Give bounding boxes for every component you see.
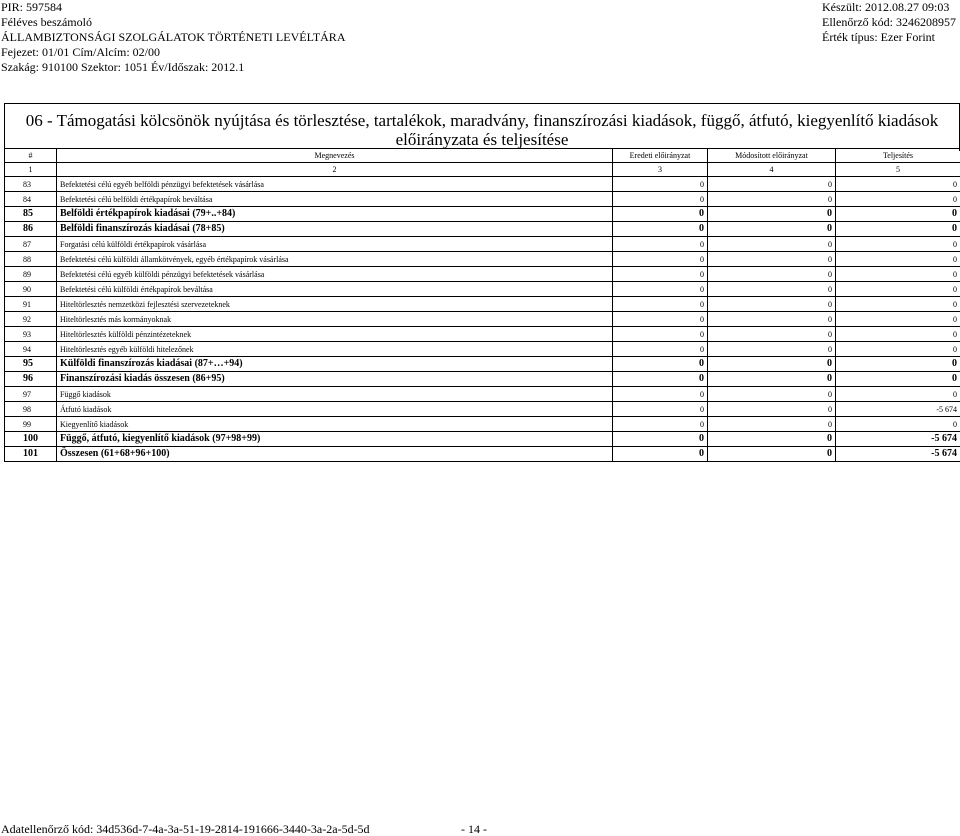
row-fulfilment-cell: 0: [836, 192, 960, 207]
header-left: [1, 0, 345, 75]
row-name-cell: Finanszírozási kiadás összesen (86+95): [57, 372, 613, 387]
row-fulfilment-cell: 0: [836, 237, 960, 252]
col-header-original: Eredeti előirányzat: [613, 149, 708, 163]
row-fulfilment-cell: 0: [836, 207, 960, 222]
row-name-cell: Forgatási célú külföldi értékpapírok vásárlása: [57, 237, 613, 252]
row-modified-cell: 0: [708, 177, 836, 192]
row-number-cell: 83: [5, 177, 57, 192]
table-row: [5, 342, 960, 357]
row-number-cell: 87: [5, 237, 57, 252]
row-number-cell: 93: [5, 327, 57, 342]
table-row: [5, 267, 960, 282]
row-fulfilment-cell: 0: [836, 282, 960, 297]
col-number-3: 3: [613, 163, 708, 177]
header-pir: PIR: 597584: [1, 0, 63, 14]
row-original-cell: 0: [613, 177, 708, 192]
row-name-cell: Hiteltörlesztés nemzetközi fejlesztési szervezeteknek: [57, 297, 613, 312]
row-modified-cell: 0: [708, 297, 836, 312]
header-created: Készült: 2012.08.27 09:03: [822, 0, 950, 14]
col-header-name: Megnevezés: [57, 149, 613, 163]
row-number-cell: 91: [5, 297, 57, 312]
row-modified-cell: 0: [708, 402, 836, 417]
col-number-1: 1: [5, 163, 57, 177]
row-number-cell: 100: [5, 432, 57, 447]
col-number-5: 5: [836, 163, 960, 177]
row-number-cell: 97: [5, 387, 57, 402]
row-fulfilment-cell: 0: [836, 252, 960, 267]
row-original-cell: 0: [613, 402, 708, 417]
row-original-cell: 0: [613, 342, 708, 357]
row-name-cell: Befektetési célú belföldi értékpapírok beváltása: [57, 192, 613, 207]
row-fulfilment-cell: 0: [836, 267, 960, 282]
row-number-cell: 86: [5, 222, 57, 237]
header-value-type: Érték típus: Ezer Forint: [822, 30, 935, 44]
row-fulfilment-cell: 0: [836, 387, 960, 402]
row-original-cell: 0: [613, 192, 708, 207]
table-row: [5, 387, 960, 402]
table-row: [5, 447, 960, 462]
row-modified-cell: 0: [708, 267, 836, 282]
row-number-cell: 98: [5, 402, 57, 417]
row-original-cell: 0: [613, 282, 708, 297]
row-modified-cell: 0: [708, 192, 836, 207]
row-name-cell: Hiteltörlesztés külföldi pénzintézeteknek: [57, 327, 613, 342]
footer-checksum: Adatellenőrző kód: 34d536d-7-4a-3a-51-19-2814-191666-3440-3a-2a-5d-5d: [1, 822, 370, 836]
row-name-cell: Hiteltörlesztés más kormányoknak: [57, 312, 613, 327]
col-number-2: 2: [57, 163, 613, 177]
col-header-fulfilment: Teljesítés: [836, 149, 960, 163]
row-fulfilment-cell: -5 674: [836, 432, 960, 447]
row-original-cell: 0: [613, 297, 708, 312]
row-original-cell: 0: [613, 372, 708, 387]
row-number-cell: 89: [5, 267, 57, 282]
row-original-cell: 0: [613, 357, 708, 372]
page-number: - 14 -: [461, 822, 487, 836]
table-row: [5, 177, 960, 192]
table-header-row: [5, 149, 960, 163]
row-original-cell: 0: [613, 312, 708, 327]
row-name-cell: Összesen (61+68+96+100): [57, 447, 613, 462]
row-modified-cell: 0: [708, 372, 836, 387]
row-fulfilment-cell: -5 674: [836, 447, 960, 462]
row-modified-cell: 0: [708, 252, 836, 267]
row-original-cell: 0: [613, 387, 708, 402]
table-row: [5, 297, 960, 312]
table-row: [5, 417, 960, 432]
table-row: [5, 192, 960, 207]
row-original-cell: 0: [613, 222, 708, 237]
row-modified-cell: 0: [708, 432, 836, 447]
table-row: [5, 237, 960, 252]
table-row: [5, 252, 960, 267]
row-name-cell: Függő kiadások: [57, 387, 613, 402]
header-chapter: Fejezet: 01/01 Cím/Alcím: 02/00: [1, 45, 160, 59]
row-name-cell: Belföldi értékpapírok kiadásai (79+..+84): [57, 207, 613, 222]
row-original-cell: 0: [613, 447, 708, 462]
header-sector: Szakág: 910100 Szektor: 1051 Év/Időszak: 2012.1: [1, 60, 245, 74]
table-row: [5, 357, 960, 372]
row-modified-cell: 0: [708, 282, 836, 297]
row-fulfilment-cell: 0: [836, 327, 960, 342]
row-modified-cell: 0: [708, 237, 836, 252]
row-modified-cell: 0: [708, 447, 836, 462]
row-original-cell: 0: [613, 327, 708, 342]
row-modified-cell: 0: [708, 222, 836, 237]
row-fulfilment-cell: 0: [836, 372, 960, 387]
row-name-cell: Befektetési célú külföldi értékpapírok beváltása: [57, 282, 613, 297]
header-institution: ÁLLAMBIZTONSÁGI SZOLGÁLATOK TÖRTÉNETI LEVÉLTÁRA: [1, 30, 346, 44]
table-colnum-row: [5, 163, 960, 177]
row-modified-cell: 0: [708, 312, 836, 327]
row-name-cell: Hiteltörlesztés egyéb külföldi hitelezőnek: [57, 342, 613, 357]
table-row: [5, 432, 960, 447]
row-original-cell: 0: [613, 267, 708, 282]
data-table: [4, 148, 960, 462]
table-row: [5, 312, 960, 327]
row-fulfilment-cell: 0: [836, 177, 960, 192]
row-fulfilment-cell: 0: [836, 357, 960, 372]
row-number-cell: 95: [5, 357, 57, 372]
row-fulfilment-cell: -5 674: [836, 402, 960, 417]
table-row: [5, 372, 960, 387]
table-row: [5, 327, 960, 342]
header-check-code: Ellenőrző kód: 3246208957: [822, 15, 956, 29]
row-fulfilment-cell: 0: [836, 342, 960, 357]
row-name-cell: Belföldi finanszírozás kiadásai (78+85): [57, 222, 613, 237]
row-fulfilment-cell: 0: [836, 312, 960, 327]
table-row: [5, 207, 960, 222]
row-number-cell: 94: [5, 342, 57, 357]
table-row: [5, 402, 960, 417]
row-modified-cell: 0: [708, 327, 836, 342]
row-name-cell: Külföldi finanszírozás kiadásai (87+…+94): [57, 357, 613, 372]
row-fulfilment-cell: 0: [836, 417, 960, 432]
row-name-cell: Befektetési célú egyéb külföldi pénzügyi befektetések vásárlása: [57, 267, 613, 282]
row-name-cell: Befektetési célú egyéb belföldi pénzügyi befektetések vásárlása: [57, 177, 613, 192]
row-original-cell: 0: [613, 207, 708, 222]
row-original-cell: 0: [613, 237, 708, 252]
row-modified-cell: 0: [708, 342, 836, 357]
col-number-4: 4: [708, 163, 836, 177]
row-number-cell: 101: [5, 447, 57, 462]
row-modified-cell: 0: [708, 357, 836, 372]
row-number-cell: 85: [5, 207, 57, 222]
header-report-type: Féléves beszámoló: [1, 15, 92, 29]
row-name-cell: Befektetési célú külföldi államkötvények, egyéb értékpapírok vásárlása: [57, 252, 613, 267]
row-fulfilment-cell: 0: [836, 297, 960, 312]
row-number-cell: 96: [5, 372, 57, 387]
row-original-cell: 0: [613, 432, 708, 447]
header-right: [822, 0, 956, 45]
row-modified-cell: 0: [708, 387, 836, 402]
row-modified-cell: 0: [708, 417, 836, 432]
row-name-cell: Kiegyenlítő kiadások: [57, 417, 613, 432]
row-name-cell: Függő, átfutó, kiegyenlítő kiadások (97+98+99): [57, 432, 613, 447]
row-number-cell: 88: [5, 252, 57, 267]
row-original-cell: 0: [613, 252, 708, 267]
row-number-cell: 84: [5, 192, 57, 207]
report-title: 06 - Támogatási kölcsönök nyújtása és törlesztése, tartalékok, maradvány, finanszírozási kiadások, függő, átfutó, kiegyenlítő kiadások előirányzata és teljesítése: [4, 103, 960, 151]
row-number-cell: 90: [5, 282, 57, 297]
row-name-cell: Átfutó kiadások: [57, 402, 613, 417]
col-header-number: #: [5, 149, 57, 163]
table-row: [5, 282, 960, 297]
row-modified-cell: 0: [708, 207, 836, 222]
row-fulfilment-cell: 0: [836, 222, 960, 237]
row-number-cell: 99: [5, 417, 57, 432]
row-original-cell: 0: [613, 417, 708, 432]
table-row: [5, 222, 960, 237]
col-header-modified: Módosított előirányzat: [708, 149, 836, 163]
row-number-cell: 92: [5, 312, 57, 327]
